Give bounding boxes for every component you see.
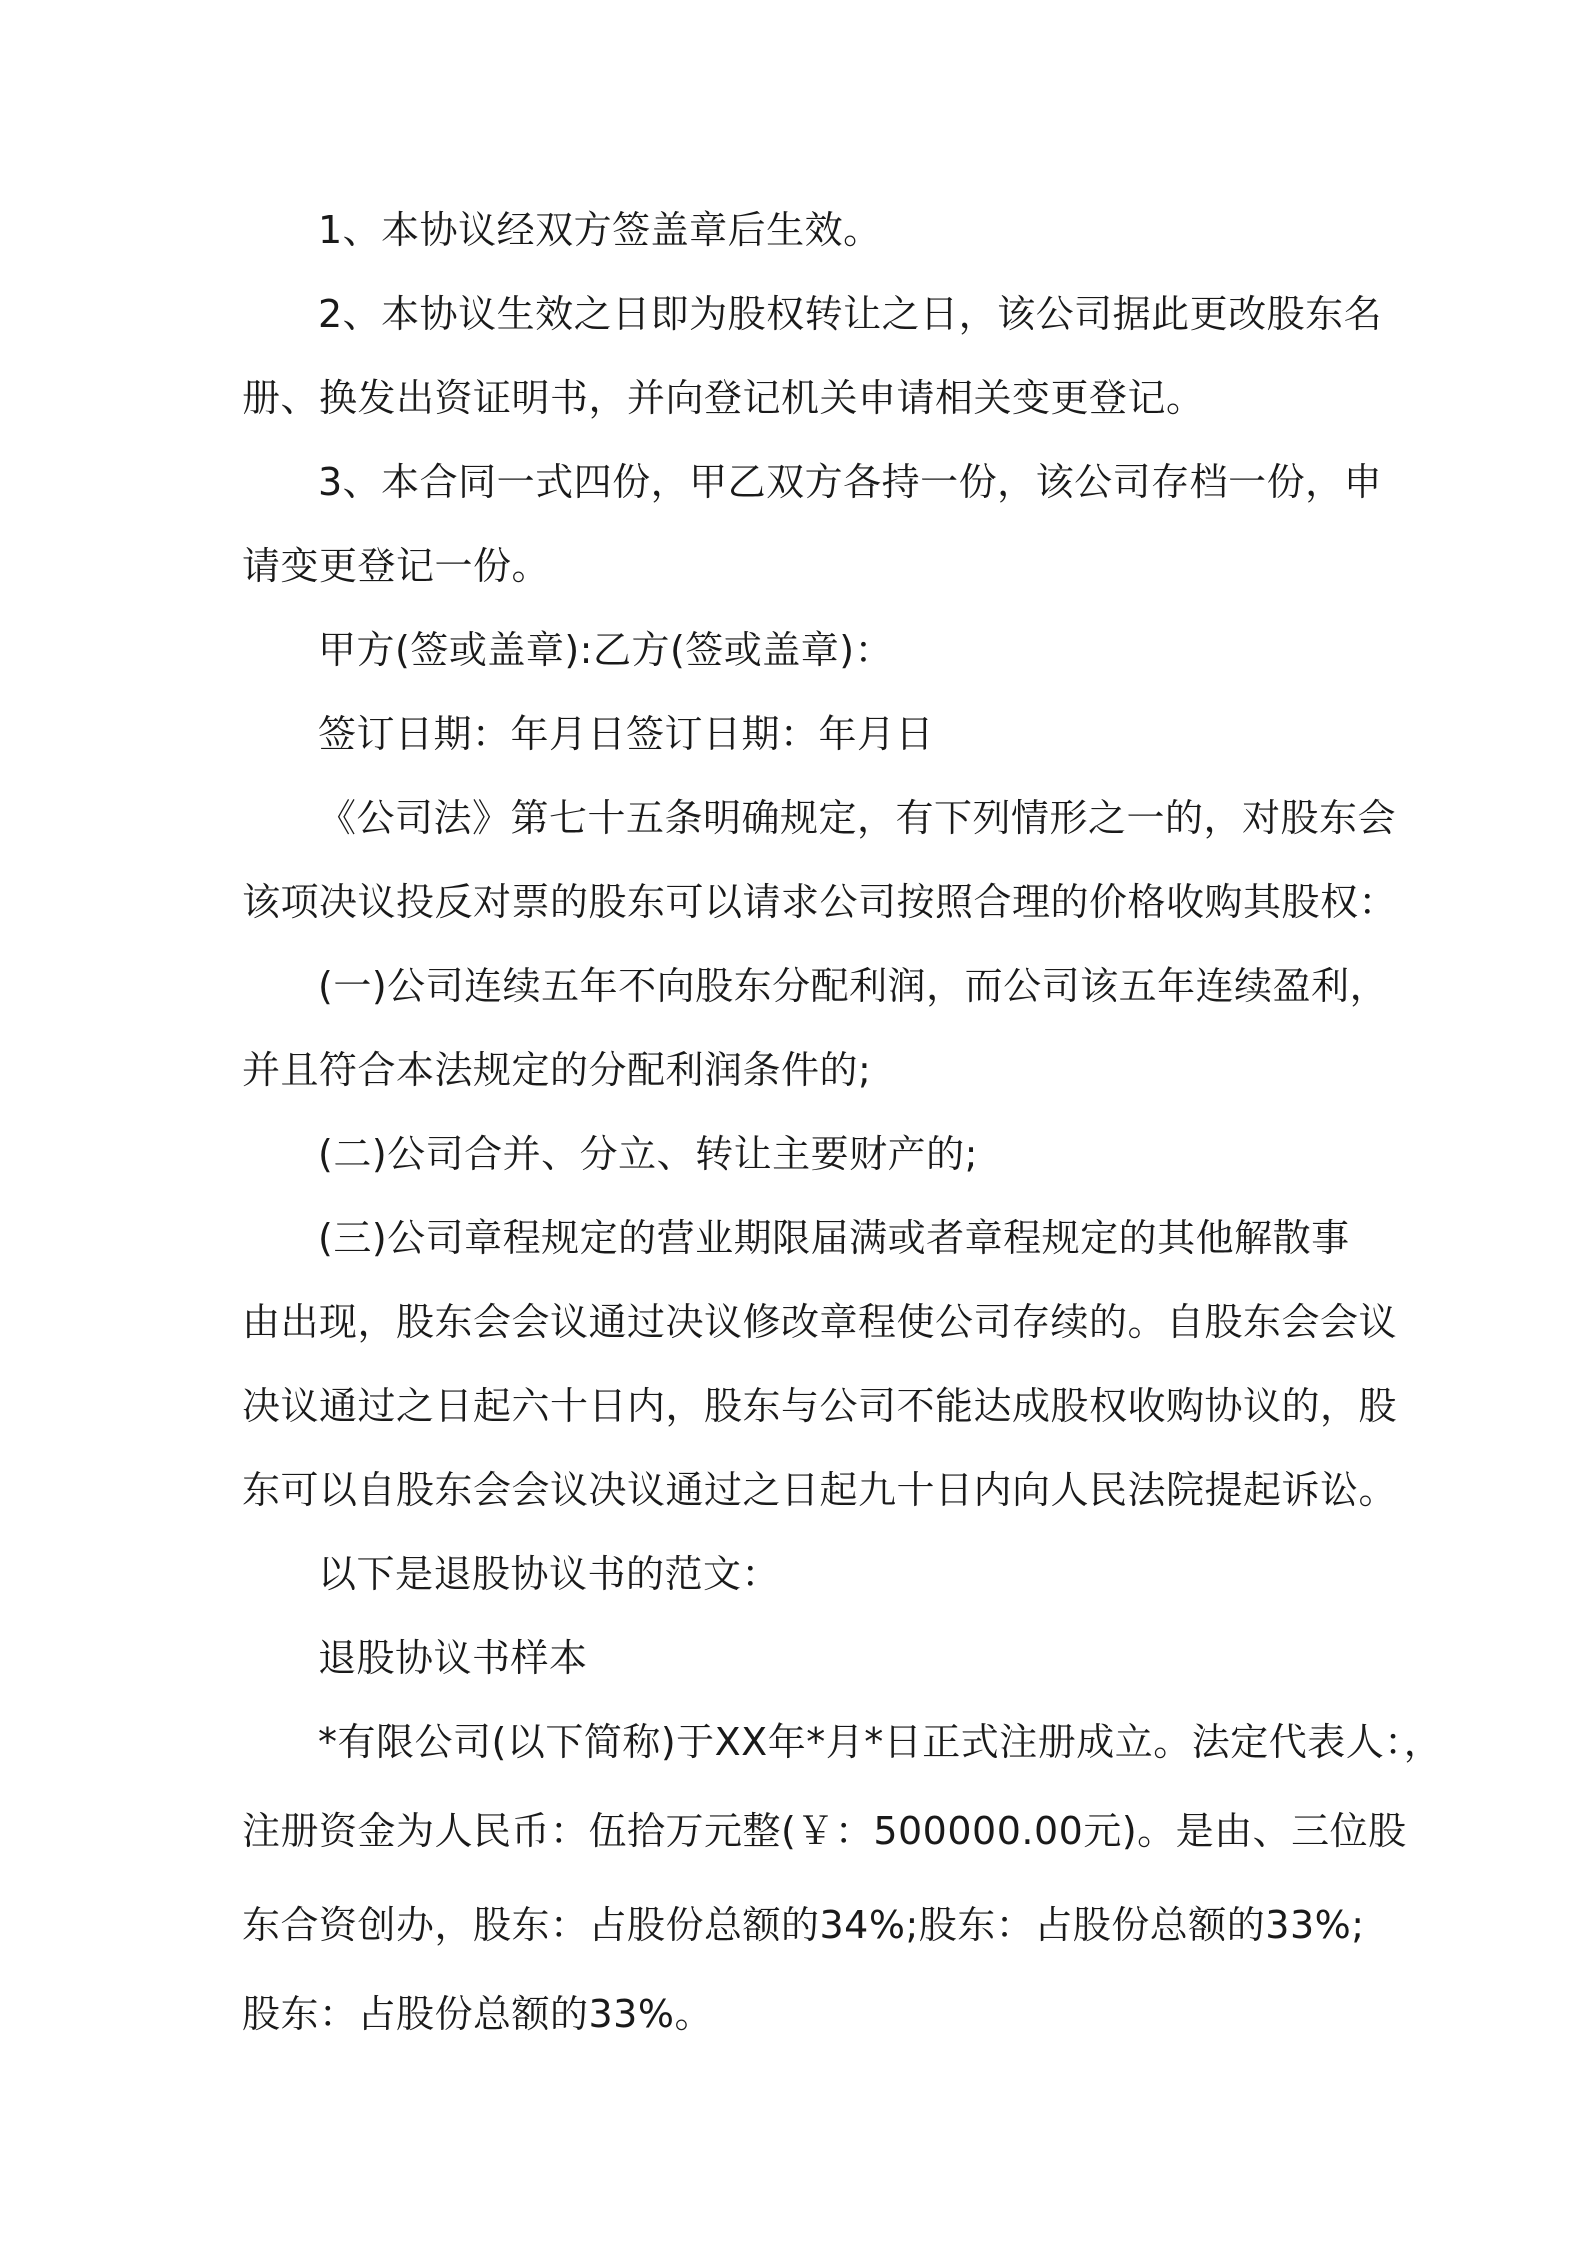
sample-body-line-3: 东合资创办，股东：占股份总额的34%;股东：占股份总额的33%;	[242, 1903, 1365, 1947]
clause-3-line-1: 3、本合同一式四份，甲乙双方各持一份，该公司存档一份，申	[318, 460, 1383, 504]
signing-date-line: 签订日期：年月日签订日期：年月日	[318, 712, 935, 756]
condition-2: (二)公司合并、分立、转让主要财产的;	[318, 1132, 978, 1176]
clause-2-line-1: 2、本协议生效之日即为股权转让之日，该公司据此更改股东名	[318, 292, 1383, 336]
document-body	[242, 188, 1443, 2056]
company-law-line-1: 《公司法》第七十五条明确规定，有下列情形之一的，对股东会	[318, 796, 1397, 840]
company-law-line-2: 该项决议投反对票的股东可以请求公司按照合理的价格收购其股权：	[242, 880, 1398, 924]
condition-1-line-1: (一)公司连续五年不向股东分配利润，而公司该五年连续盈利，	[318, 964, 1389, 1008]
condition-3-line-2: 由出现，股东会会议通过决议修改章程使公司存续的。自股东会会议	[242, 1300, 1398, 1344]
condition-1-line-2: 并且符合本法规定的分配利润条件的;	[242, 1048, 872, 1092]
sample-body-line-4: 股东：占股份总额的33%。	[242, 1992, 713, 2036]
condition-3-line-1: (三)公司章程规定的营业期限届满或者章程规定的其他解散事	[318, 1216, 1350, 1260]
signature-line: 甲方(签或盖章):乙方(签或盖章)：	[318, 628, 894, 672]
sample-intro: 以下是退股协议书的范文：	[318, 1552, 781, 1596]
condition-3-line-3: 决议通过之日起六十日内，股东与公司不能达成股权收购协议的，股	[242, 1384, 1398, 1428]
sample-body-line-1: *有限公司(以下简称)于XX年*月*日正式注册成立。法定代表人：，	[318, 1720, 1443, 1764]
sample-title: 退股协议书样本	[318, 1636, 588, 1680]
clause-1: 1、本协议经双方签盖章后生效。	[318, 208, 882, 252]
condition-3-line-4: 东可以自股东会会议决议通过之日起九十日内向人民法院提起诉讼。	[242, 1468, 1398, 1512]
sample-body-line-2: 注册资金为人民币：伍拾万元整(￥：500000.00元)。是由、三位股	[242, 1809, 1407, 1853]
clause-2-line-2: 册、换发出资证明书，并向登记机关申请相关变更登记。	[242, 376, 1205, 420]
clause-3-line-2: 请变更登记一份。	[242, 544, 551, 588]
